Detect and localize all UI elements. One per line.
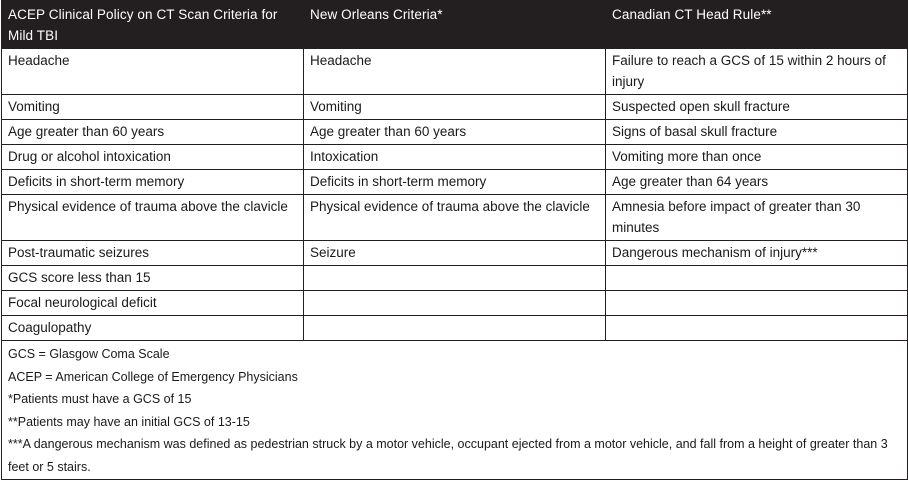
table-cell: Vomiting <box>304 95 606 120</box>
table-cell <box>606 316 908 341</box>
table-cell: Age greater than 60 years <box>2 120 304 145</box>
header-new-orleans: New Orleans Criteria* <box>304 1 606 49</box>
table-cell: Intoxication <box>304 145 606 170</box>
table-row <box>2 49 908 95</box>
table-body <box>2 49 908 480</box>
table-cell <box>304 266 606 291</box>
table-cell: Physical evidence of trauma above the clavicle <box>2 195 304 241</box>
table-cell: Post-traumatic seizures <box>2 241 304 266</box>
note-acep: ACEP = American College of Emergency Physicians <box>8 369 298 384</box>
table-row <box>2 291 908 316</box>
header-row <box>2 1 908 49</box>
table-cell: Headache <box>2 49 304 95</box>
table-row <box>2 95 908 120</box>
criteria-table <box>1 0 908 480</box>
note-new-orleans-footnote: *Patients must have a GCS of 15 <box>8 392 192 406</box>
table-cell: Deficits in short-term memory <box>2 170 304 195</box>
table-cell <box>606 291 908 316</box>
table-cell <box>304 316 606 341</box>
table-cell: Dangerous mechanism of injury*** <box>606 241 908 266</box>
table-cell: Seizure <box>304 241 606 266</box>
table-cell <box>606 266 908 291</box>
table-cell: Vomiting <box>2 95 304 120</box>
table-cell <box>304 291 606 316</box>
table-cell: GCS score less than 15 <box>2 266 304 291</box>
table-cell: Deficits in short-term memory <box>304 170 606 195</box>
table-cell: Drug or alcohol intoxication <box>2 145 304 170</box>
table-cell: Failure to reach a GCS of 15 within 2 hours of injury <box>606 49 908 95</box>
table-cell: Focal neurological deficit <box>2 291 304 316</box>
header-acep: ACEP Clinical Policy on CT Scan Criteria for Mild TBI <box>2 1 304 49</box>
note-canadian-footnote: **Patients may have an initial GCS of 13-15 <box>8 414 250 429</box>
note-gcs: GCS = Glasgow Coma Scale <box>8 347 170 361</box>
table-cell: Physical evidence of trauma above the clavicle <box>304 195 606 241</box>
table-cell: Vomiting more than once <box>606 145 908 170</box>
table-cell: Signs of basal skull fracture <box>606 120 908 145</box>
table-header <box>2 1 908 49</box>
table-cell: Coagulopathy <box>2 316 304 341</box>
table-cell: Suspected open skull fracture <box>606 95 908 120</box>
table-row <box>2 170 908 195</box>
table-row <box>2 120 908 145</box>
table-cell: Amnesia before impact of greater than 30 minutes <box>606 195 908 241</box>
table-row <box>2 266 908 291</box>
table-row <box>2 241 908 266</box>
note-dangerous-mechanism: ***A dangerous mechanism was defined as pedestrian struck by a motor vehicle, occupant ejected from a motor vehicle, and fall from a height of greater than 3 feet or 5 stairs. <box>8 437 888 474</box>
table-row <box>2 195 908 241</box>
table-cell: Age greater than 64 years <box>606 170 908 195</box>
table-cell: Headache <box>304 49 606 95</box>
table-row <box>2 316 908 341</box>
table-notes <box>2 341 908 480</box>
table-row <box>2 145 908 170</box>
table-cell: Age greater than 60 years <box>304 120 606 145</box>
notes-row <box>2 341 908 480</box>
header-canadian: Canadian CT Head Rule** <box>606 1 908 49</box>
